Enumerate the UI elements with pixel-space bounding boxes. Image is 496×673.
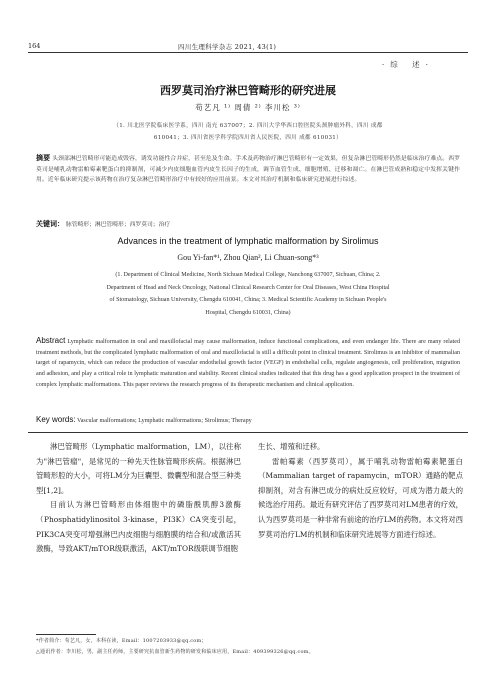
author-footnote: *作者简介：苟艺凡，女，本科在读，Email：1007203933@qq.com； bbox=[36, 638, 207, 644]
body-paragraph: 雷帕霉素（西罗莫司），属于哺乳动物雷帕霉素靶蛋白（Mammalian target of rapamycin，mTOR）通路的靶点抑制剂，对含有淋巴成分的病灶反应较好，可成为潜力最大的候选治疗用药。最近有研究评估了西罗莫司对LM患者的疗效，认为西罗莫司是一种非常有前途的治疗LM的药物。本文将对西罗莫司治疗LM的机制和临床研究进展等方面进行综述。 bbox=[258, 456, 463, 539]
journal-name: 四川生理科学杂志 2021, 43(1) bbox=[178, 42, 277, 51]
english-title: Advances in the treatment of lymphatic malformation by Sirolimus bbox=[117, 236, 379, 246]
english-affiliation-line: Hospital, Chengdu 610031, China) bbox=[205, 310, 291, 317]
body-column-right bbox=[258, 440, 463, 542]
chinese-abstract-text: 头颈部淋巴管畸形可能造成毁容，诱发功能性合并症，甚至危及生命。手术及药物治疗淋巴管畸形有一定效果，但复杂淋巴管畸形仍然是临床治疗难点。西罗莫司是哺乳动物雷帕霉素靶蛋白的抑制剂，可减少内皮细胞血管内皮生长因子的生成，调节血管生成、细胞增殖、迁移和凋亡。在淋巴管成熟和稳定中发挥关键作用。近年临床研究提示该药物在治疗复杂淋巴管畸形治疗中有较好的应用前景。本文对其治疗机制和临床研究进展进行综述。 bbox=[36, 156, 461, 184]
body-paragraph: 淋巴管畸形（Lymphatic malformation，LM），以往称为"淋巴管瘤"，是常见的一种先天性脉管畸形疾病。根据淋巴管畸形腔的大小，可将LM分为巨囊型、微囊型和混合型三种类型[1,2]。 bbox=[36, 442, 241, 495]
chinese-affiliation-line: （1. 川北医学院临床医学系，四川 南充 637007；2. 四川大学华西口腔医院头颈肿瘤外科，四川 成都 bbox=[113, 123, 383, 129]
body-paragraph: 生长、增殖和迁移。 bbox=[258, 442, 325, 451]
chinese-affiliation-line: 610041；3. 四川省医学科学院四川省人民医院，四川 成都 610031） bbox=[153, 135, 343, 141]
corresponding-author-footnote: △通讯作者：李川松，男，副主任药师，主要研究抗血管新生药物的研发和临床应用，Email：409399326@qq.com。 bbox=[36, 649, 314, 655]
chinese-abstract-label: 摘要 bbox=[36, 154, 51, 162]
footnote-rule bbox=[36, 634, 96, 635]
english-affiliation-line: (1. Department of Clinical Medicine, North Sichuan Medical College, Nanchong 637007, Sichuan, China; 2. bbox=[115, 272, 381, 278]
english-keywords bbox=[36, 415, 460, 424]
chinese-abstract bbox=[36, 153, 460, 186]
page-number: 164 bbox=[28, 42, 41, 50]
chinese-authors: 苟艺凡 ¹⁾ 周倩 ²⁾ 李川松 ³⁾ bbox=[195, 103, 301, 112]
english-affiliation-line: of Stomatology, Sichuan University, Chengdu 610041, China; 3. Medical Scientific Academy in Sichuan People's bbox=[109, 297, 387, 304]
chinese-keywords-text: 脉管畸形；淋巴管畸形；西罗莫司；治疗 bbox=[65, 222, 171, 228]
section-label: ·综 述· bbox=[381, 60, 434, 69]
body-paragraph: 目前认为淋巴管畸形由体细胞中的磷脂酰肌醇3激酶（Phosphatidylinositol 3-kinase，PI3K）CA突变引起，PIK3CA突变可增强淋巴内皮细胞与细胞膜的结合和/或激活其激酶，导致AKT/mTOR级联激活，AKT/mTOR级联调节细胞 bbox=[36, 500, 241, 554]
english-abstract bbox=[36, 336, 460, 391]
chinese-affiliations bbox=[40, 120, 456, 144]
chinese-keywords bbox=[36, 219, 460, 229]
chinese-keywords-label: 关键词： bbox=[36, 220, 64, 228]
english-abstract-text: Lymphatic malformation in oral and maxillofacial may cause malformation, induce functional complications, and even endanger life. There are many related treatment methods, but the complicated lymphatic malformation of oral and maxillofacial is still a difficult point in clinical treatment. Sirolimus is an inhibitor of mammalian target of rapamycin, which can reduce the production of vascular endothelial growth factor (VEGF) in endothelial cells, regulate angiogenesis, cell proliferation, migration and adhesion, and play a critical role in lymphatic maturation and stability. Recent clinical studies indicated that this drug has a good application prospect in the treatment of complex lymphatic malformations. This paper reviews the research progress of its therapeutic mechanism and clinical application. bbox=[36, 339, 460, 388]
section-divider bbox=[28, 432, 468, 433]
english-affiliation-line: Department of Head and Neck Oncology, National Clinical Research Center for Oral Diseases, West China Hospital bbox=[106, 284, 390, 291]
english-affiliations bbox=[36, 269, 460, 320]
running-header bbox=[28, 40, 468, 53]
chinese-title: 西罗莫司治疗淋巴管畸形的研究进展 bbox=[160, 84, 336, 97]
english-keywords-label: Key words: bbox=[36, 415, 76, 424]
english-abstract-label: Abstract bbox=[36, 336, 66, 345]
english-keywords-text: Vascular malformations; Lymphatic malformations; Sirolimus; Therapy bbox=[77, 418, 252, 424]
english-authors: Gou Yi-fan*¹, Zhou Qian², Li Chuan-song*³ bbox=[177, 253, 319, 262]
body-column-left bbox=[36, 440, 241, 557]
